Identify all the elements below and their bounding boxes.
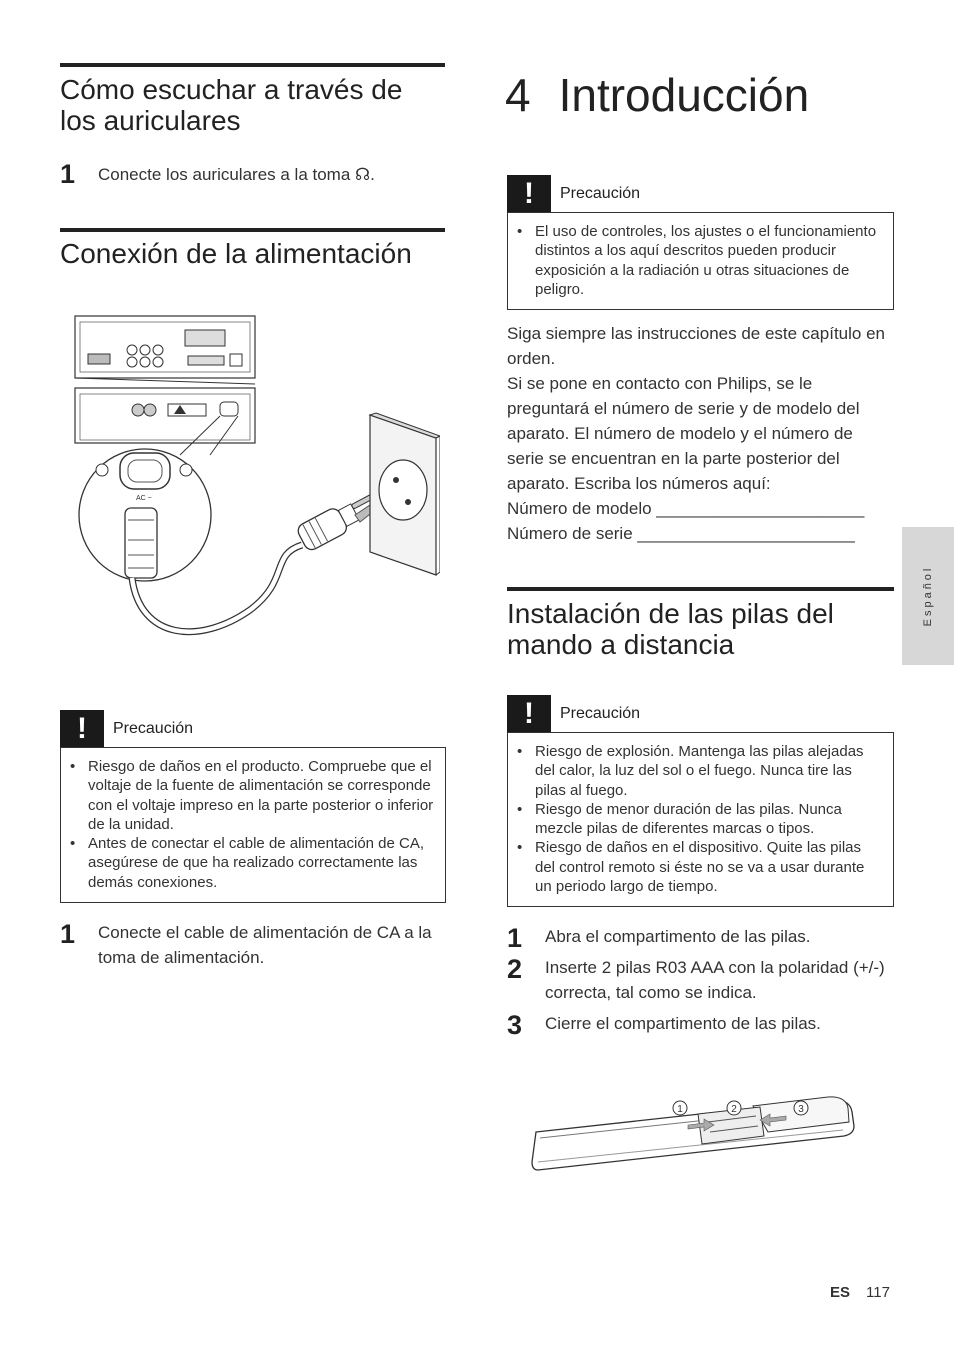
language-side-tab: [902, 527, 954, 665]
marker-3: 3: [798, 1104, 804, 1115]
page-footer: [830, 1284, 890, 1301]
step-open-compartment: [507, 924, 894, 952]
step-number: 2: [507, 954, 523, 984]
exclamation-icon: !: [507, 695, 551, 732]
page-number: 117: [866, 1284, 890, 1301]
intro-paragraph: Si se pone en contacto con Philips, se le preguntará el número de serie y de modelo del aparato. El número de modelo y el número de serie se encuentran en la parte posterior del aparato. Escriba los números aquí:: [507, 374, 860, 493]
caution-label: Precaución: [560, 184, 641, 202]
caution-box: [507, 212, 894, 310]
marker-2: 2: [731, 1104, 737, 1115]
step-text: Conecte el cable de alimentación de CA a la toma de alimentación.: [98, 923, 432, 967]
caution-item: • El uso de controles, los ajustes o el funcionamiento distintos a los aquí descritos pueden producir exposición a la radiación u otras situaciones de peligro.: [516, 222, 883, 299]
exclamation-icon: !: [507, 175, 551, 212]
caution-item: • Antes de conectar el cable de alimentación de CA, asegúrese de que ha realizado correctamente las demás conexiones.: [69, 834, 435, 892]
caution-header: [507, 695, 640, 732]
step-power: [60, 920, 445, 970]
section-rule: [60, 228, 445, 232]
section-rule: [60, 63, 445, 67]
step-close-compartment: [507, 1011, 894, 1039]
section-title-batteries: Instalación de las pilas del mando a distancia: [507, 598, 834, 660]
intro-paragraph: Siga siempre las instrucciones de este capítulo en orden.: [507, 324, 885, 368]
chapter-title: [505, 70, 905, 120]
side-tab-label: Español: [922, 565, 934, 627]
step-headphones: [60, 160, 445, 188]
section-title-headphones: Cómo escuchar a través de los auriculares: [60, 74, 403, 136]
intro-text: [507, 321, 894, 546]
model-number-line: Número de modelo ______________________: [507, 499, 865, 518]
chapter-title-text: Introducción: [558, 69, 810, 121]
caution-header: [507, 175, 640, 212]
caution-item: • Riesgo de menor duración de las pilas. Nunca mezcle pilas de diferentes marcas o tipos.: [516, 800, 883, 839]
step-text: Inserte 2 pilas R03 AAA con la polaridad (+/-) correcta, tal como se indica.: [545, 958, 885, 1002]
step-number: 1: [60, 919, 76, 949]
marker-1: 1: [677, 1104, 683, 1115]
section-title-power: Conexión de la alimentación: [60, 238, 412, 269]
caution-header: [60, 710, 193, 747]
step-text: Abra el compartimento de las pilas.: [545, 927, 811, 946]
remote-battery-illustration: [528, 1092, 858, 1177]
caution-label: Precaución: [560, 704, 641, 722]
ac-label: AC ~: [136, 495, 152, 502]
step-number: 1: [507, 923, 523, 953]
power-connection-illustration: [70, 310, 440, 650]
caution-box: [507, 732, 894, 907]
step-insert-batteries: [507, 955, 894, 1005]
step-number: 3: [507, 1010, 523, 1040]
caution-item: • Riesgo de daños en el dispositivo. Quite las pilas del control remoto si éste no se va a usar durante un periodo largo de tiempo.: [516, 838, 883, 896]
step-text: Conecte los auriculares a la toma ☊.: [98, 165, 375, 184]
caution-label: Precaución: [113, 719, 194, 737]
caution-item: • Riesgo de daños en el producto. Compruebe que el voltaje de la fuente de alimentación se corresponde con el voltaje impreso en la parte posterior o inferior de la unidad.: [69, 757, 435, 834]
chapter-number: 4: [505, 69, 531, 121]
step-text: Cierre el compartimento de las pilas.: [545, 1014, 821, 1033]
serial-number-line: Número de serie _______________________: [507, 524, 855, 543]
step-number: 1: [60, 159, 76, 189]
section-rule: [507, 587, 894, 591]
caution-item: • Riesgo de explosión. Mantenga las pilas alejadas del calor, la luz del sol o el fuego. Nunca tire las pilas al fuego.: [516, 742, 883, 800]
footer-language: ES: [830, 1284, 851, 1301]
exclamation-icon: !: [60, 710, 104, 747]
caution-box: [60, 747, 446, 903]
